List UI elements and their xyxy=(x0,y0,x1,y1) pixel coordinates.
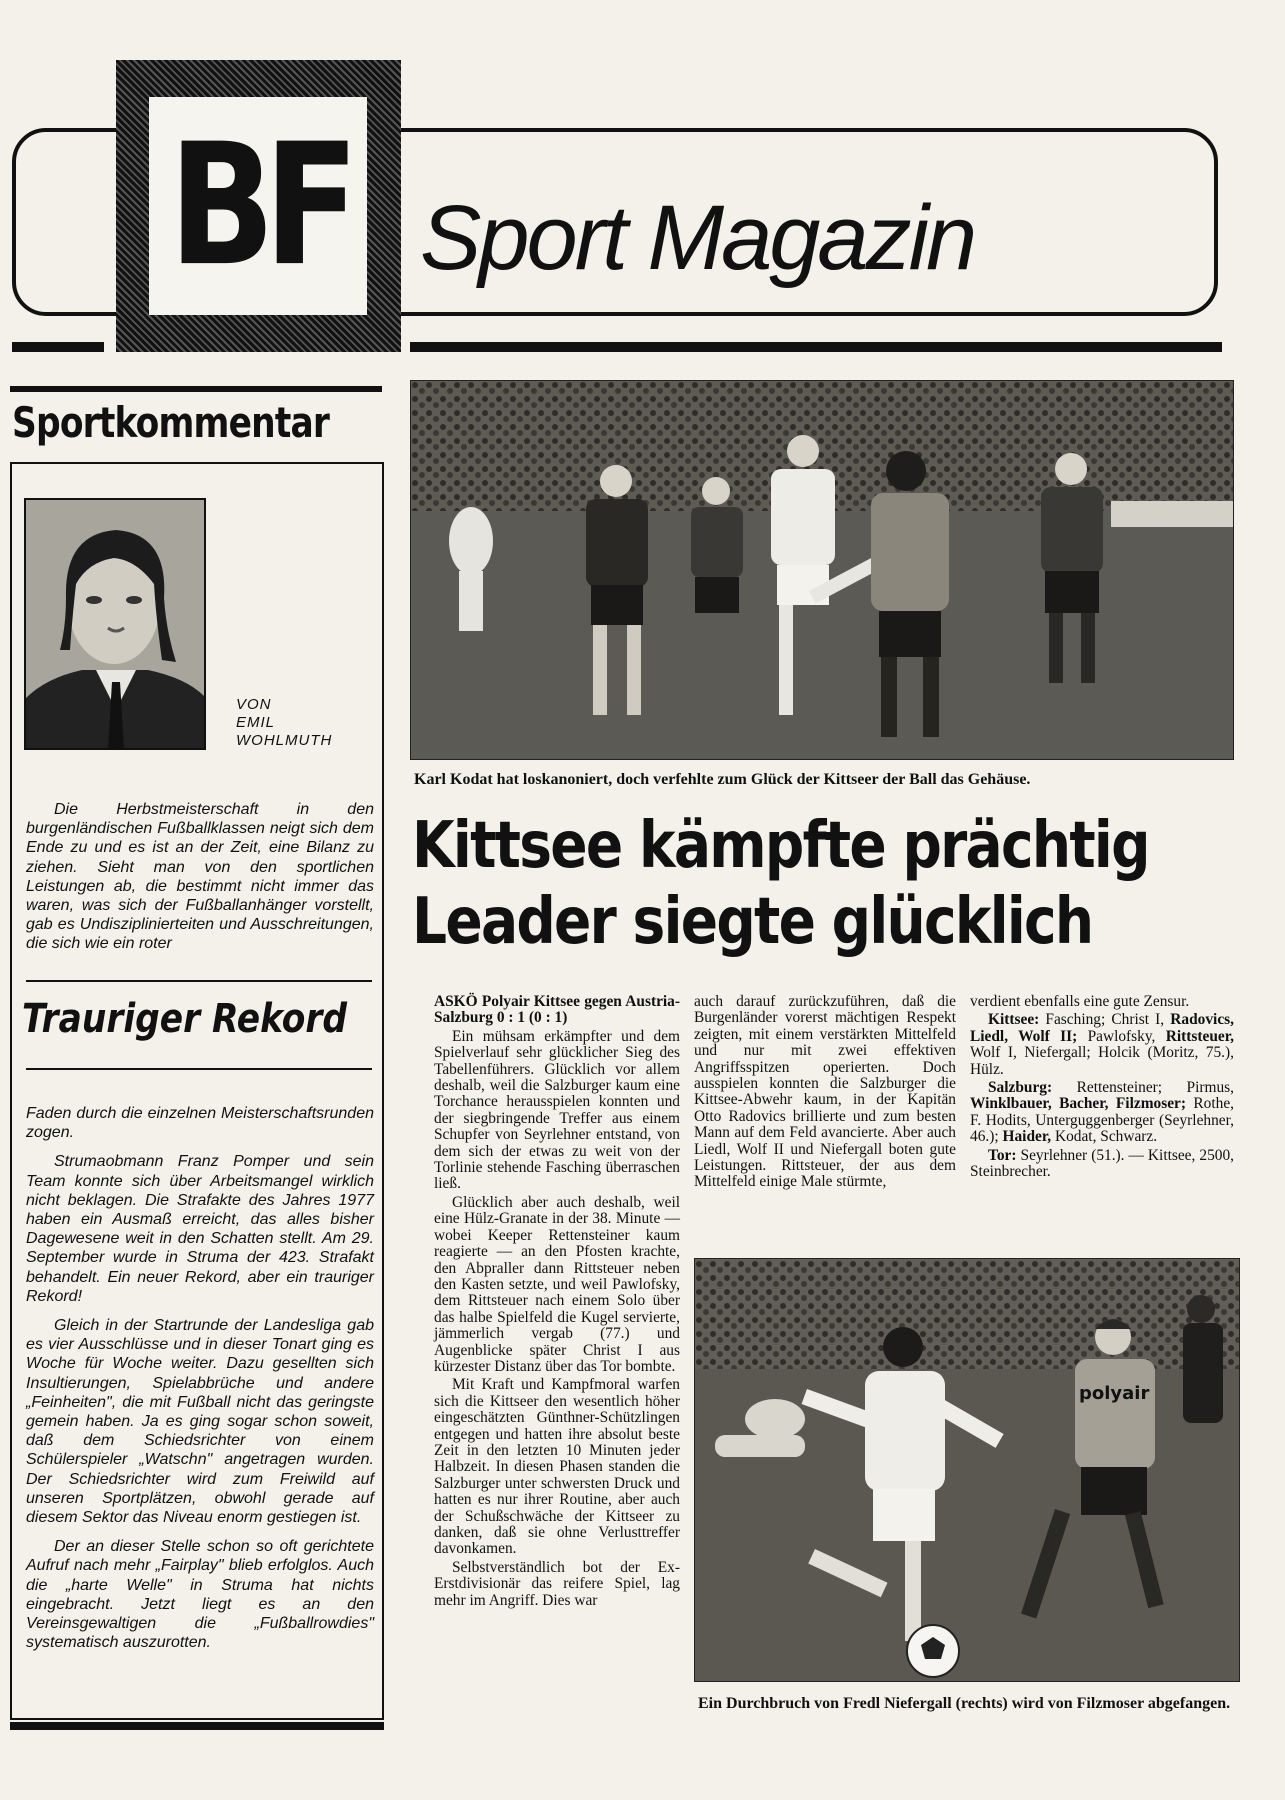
article-c1-p4: Selbstverständlich bot der Ex-Erstdivisionär das reifere Spiel, lag mehr im Angriff. Dies war xyxy=(434,1558,680,1609)
masthead-rule-right xyxy=(410,342,1222,352)
byline xyxy=(236,696,332,750)
lineup-kittsee-b: Radovics, Liedl, Wolf II; xyxy=(970,1011,1234,1045)
commentary-section-title: Sportkommentar xyxy=(12,398,330,447)
article-c2-p1: auch darauf zurückzuführen, daß die Burgenländer vorerst mächtigen Respekt zeigten, mit einem verstärkten Mittelfeld und nur mit zwei effektiven Angriffsspitzen operierten. Doch ausspielen konnten die Salzburger die Kittsee-Abwehr kaum, in der Kapitän Otto Radovics brillierte und zum besten Mann auf dem Feld avancierte. Aber auch Liedl, Wolf II und Niefergall boten gute Leistungen. Rittsteuer, der aus dem Mittelfeld einige Male stürmte, xyxy=(694,993,956,1191)
lineup-kittsee-e: Wolf I, Niefergall; Holcik (Moritz, 75.), Hülz. xyxy=(970,1044,1234,1078)
commentary-intro xyxy=(26,800,374,964)
photo-2-caption: Ein Durchbruch von Fredl Niefergall (rechts) wird von Filzmoser abgefangen. xyxy=(698,1695,1231,1712)
commentary-p1: Faden durch die einzelnen Meisterschaftsrunden zogen. xyxy=(26,1105,374,1142)
lineup-kittsee xyxy=(970,1012,1234,1078)
lineup-salzburg xyxy=(970,1080,1234,1146)
article-c1-p2: Glücklich aber auch deshalb, weil eine Hülz-Granate in der 38. Minute — wobei Keeper Rettensteiner kaum reagierte — an den Pfosten krachte, den Abpraller dann Rittsteuer neben den Kasten setzte, und weil Pawlofsky, dem Rittsteuer nach einem Solo über das halbe Spielfeld die Kugel servierte, jämmerlich vergab (77.) und Augenblicke später Christ I aus kürzester Distanz über das Tor bombte. xyxy=(434,1193,680,1375)
match-photo-2-image xyxy=(695,1259,1239,1681)
lineup-salzburg-b: Winklbauer, Bacher, Filzmoser; xyxy=(970,1095,1186,1113)
commentary-p4: Der an dieser Stelle schon so oft gerichtete Aufruf nach mehr „Fairplay" blieb erfolglos. Auch die „harte Welle" in Struma hat nichts eingebracht. Jetzt liegt es an den Vereinsgewaltigen die „Fußballrowdies" systematisch auszurotten. xyxy=(26,1538,374,1652)
article-c1-p1: Ein mühsam erkämpfter und dem Spielverlauf sehr glücklicher Sieg des Tabellenführers. Glücklich vor allem deshalb, weil die Salzburger kaum eine Torchance herausspielen konnten und der siegbringende Treffer aus einem Schupfer von Seyrlehner entstand, von dem sich der etwas zu weit von der Torlinie stehende Fasching überraschen ließ. xyxy=(434,1027,680,1193)
lineup-salzburg-a: Rettensteiner; Pirmus, xyxy=(1052,1079,1234,1097)
logo-box xyxy=(149,97,367,315)
article-column-3 xyxy=(970,994,1234,1182)
match-photo-2 xyxy=(694,1258,1240,1682)
byline-last-name: WOHLMUTH xyxy=(236,732,333,749)
article-column-1 xyxy=(434,994,680,1611)
lineup-salzburg-label: Salzburg: xyxy=(988,1079,1053,1097)
commentary-p3: Gleich in der Startrunde der Landesliga gab es vier Ausschlüsse und in dieser Tonart ging es Woche für Woche weiter. Dazu gesellten sich Insultierungen, Spielabbrüche und andere „Feinheiten", die mit Fußball nicht das geringste gemein haben. Ja es ging sogar schon soweit, daß dem Schiedsrichter von einem Schülerspieler „Watschn" angetragen wurden. Der Schiedsrichter wird zum Freiwild auf unseren Sportplätzen, obwohl gerade auf diesem Sektor das Niveau enorm gestiegen ist. xyxy=(26,1317,374,1527)
lineup-kittsee-label: Kittsee: xyxy=(988,1011,1040,1029)
article-c1-p3: Mit Kraft und Kampfmoral warfen sich die Kittseer den wesentlich höher eingeschätzten Günthner-Schützlingen entgegen und hatten ihre absolut beste Zeit in den letzten 10 Minuten jeder Halbzeit. In diesen Phasen standen die Salzburger unter schwersten Druck und hatten es nur ihrer Routine, aber auch der Schußschwäche der Kittseer zu danken, daß sie ohne Verlusttreffer davonkamen. xyxy=(434,1376,680,1558)
headline-line-1: Kittsee kämpfte prächtig xyxy=(412,809,1149,883)
commentary-p2: Strumaobmann Franz Pomper und sein Team konnte sich über Arbeitsmangel wirklich nicht beklagen. Die Strafakte des Jahres 1977 haben ein Ausmaß erreicht, das alles bisher Dagewesene weit in den Schatten stellt. Am 29. September wurde in Struma der 423. Strafakt behandelt. Ein neuer Rekord, aber ein trauriger Rekord! xyxy=(26,1153,374,1305)
byline-von: VON xyxy=(236,696,272,713)
logo-text: BF xyxy=(168,108,348,304)
match-goal-info xyxy=(970,1148,1234,1181)
commentary-intro-text: Die Herbstmeisterschaft in den burgenländischen Fußballklassen neigt sich dem Ende zu und es ist an der Zeit, eine Bilanz zu ziehen. Sieht man von den sportlichen Leistungen ab, die bestimmt nicht immer das waren, was sich der Fußballanhänger vorstellt, gab es Undisziplinierteiten und Ausschreitungen, die sich wie ein roter xyxy=(26,801,374,953)
photo-1-caption: Karl Kodat hat loskanoniert, doch verfehlte zum Glück der Kittseer der Ball das Gehäuse. xyxy=(414,771,1031,788)
article-c3-p1: verdient ebenfalls eine gute Zensur. xyxy=(970,993,1190,1010)
match-photo-1 xyxy=(410,380,1234,760)
author-portrait xyxy=(24,498,206,750)
article-headline xyxy=(412,808,1149,960)
lineup-salzburg-e: Kodat, Schwarz. xyxy=(1051,1128,1158,1146)
goal-text: Seyrlehner (51.). — Kittsee, 2500, Steinbrecher. xyxy=(970,1146,1234,1181)
match-photo-1-image xyxy=(411,381,1233,759)
lineup-kittsee-a: Fasching; Christ I, xyxy=(1039,1011,1171,1029)
lineup-salzburg-c: Rothe, F. Hodits, Unterguggenberger (Seyrlehner, 46.); xyxy=(970,1095,1234,1146)
lineup-kittsee-c: Pawlofsky, xyxy=(1077,1027,1166,1045)
commentary-top-rule xyxy=(10,386,382,392)
masthead-title: Sport Magazin xyxy=(420,187,975,289)
byline-first-name: EMIL xyxy=(236,714,276,731)
subheading-rule-bottom xyxy=(26,1068,372,1070)
jersey-text: polyair xyxy=(1079,1383,1150,1404)
lineup-salzburg-d: Haider, xyxy=(1002,1128,1052,1146)
subheading-rule-top xyxy=(26,980,372,982)
headline-line-2: Leader siegte glücklich xyxy=(412,885,1093,959)
commentary-body xyxy=(26,1104,374,1662)
article-column-2 xyxy=(694,994,956,1193)
lineup-kittsee-d: Rittsteuer, xyxy=(1165,1027,1234,1045)
masthead-rule-left xyxy=(12,342,104,352)
commentary-subheading: Trauriger Rekord xyxy=(22,996,347,1042)
commentary-bottom-rule xyxy=(10,1722,384,1730)
article-lead: ASKÖ Polyair Kittsee gegen Austria-Salzburg 0 : 1 (0 : 1) xyxy=(434,993,680,1027)
goal-label: Tor: xyxy=(988,1146,1017,1164)
portrait-image xyxy=(26,500,204,748)
